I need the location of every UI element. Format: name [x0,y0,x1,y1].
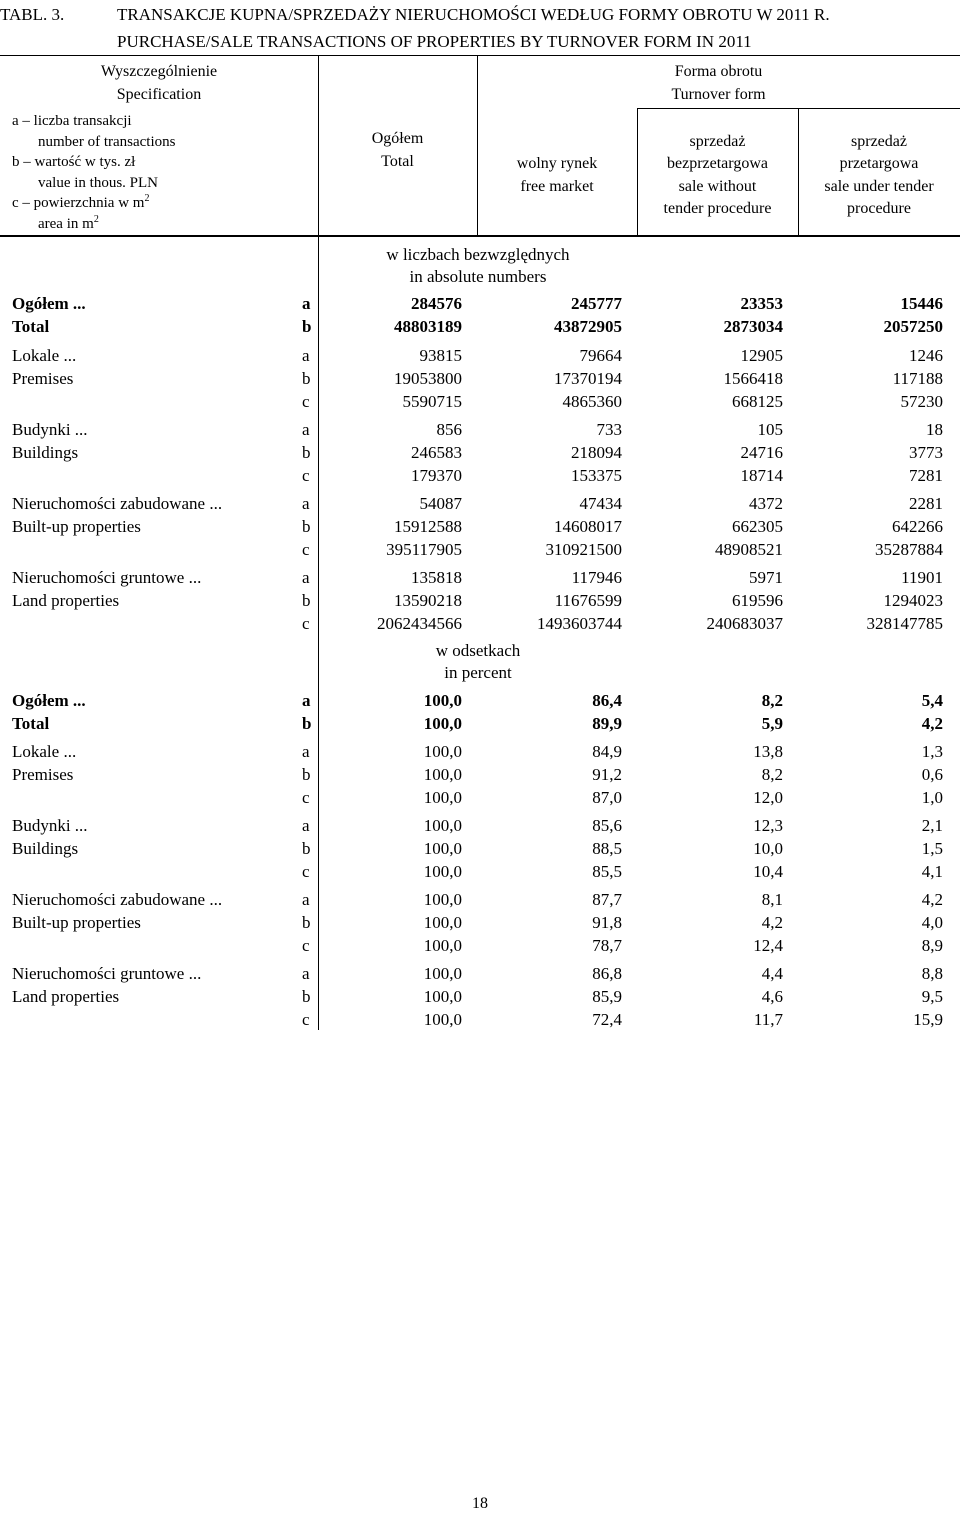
table-row [0,860,960,883]
value-tender: 9,5 [921,987,943,1006]
value-free-market: 91,2 [592,765,622,784]
value-total: 93815 [419,346,462,365]
row-code: c [302,936,310,955]
value-nontender: 18714 [740,466,783,485]
table-row [0,689,960,712]
value-total: 179370 [411,466,462,485]
value-free-market: 218094 [571,443,622,462]
row-label: Budynki ... [12,420,88,439]
value-nontender: 8,2 [761,691,783,710]
value-free-market: 47434 [579,494,622,513]
value-nontender: 10,0 [753,839,783,858]
row-label: Lokale ... [12,346,77,365]
value-total: 100,0 [423,987,462,1006]
value-nontender: 12,4 [753,936,783,955]
row-code: b [302,987,311,1006]
row-label: Land properties [12,591,120,610]
value-tender: 1294023 [883,591,943,610]
tender-heading-en-1: sale under tender [824,178,934,195]
table-row [0,786,960,809]
row-label: Nieruchomości gruntowe ... [12,964,202,983]
tender-heading-pl-2: przetargowa [839,155,919,172]
value-tender: 57230 [900,392,943,411]
table-row [0,612,960,635]
row-label: Buildings [12,443,79,462]
value-nontender: 5,9 [761,714,783,733]
value-nontender: 4,6 [761,987,783,1006]
table-row [0,814,960,837]
row-code: b [302,591,311,610]
value-total: 395117905 [386,540,462,559]
value-free-market: 89,9 [592,714,622,733]
row-label: Total [12,714,50,733]
section-percent-en: in percent [444,663,512,682]
value-total: 5590715 [402,392,462,411]
value-free-market: 78,7 [592,936,622,955]
table-row [0,763,960,786]
value-nontender: 10,4 [753,862,783,881]
tender-heading-pl-1: sprzedaż [851,133,907,150]
row-code: a [302,816,310,835]
table-row [0,344,960,367]
value-tender: 7281 [909,466,943,485]
table-row [0,911,960,934]
value-free-market: 72,4 [592,1010,622,1029]
row-code: c [302,540,310,559]
value-total: 100,0 [423,936,462,955]
value-tender: 2,1 [921,816,943,835]
value-tender: 8,9 [921,936,943,955]
value-total: 48803189 [394,317,462,336]
row-label: Total [12,317,50,336]
row-label: Premises [12,765,74,784]
value-total: 19053800 [394,369,462,388]
table-row [0,390,960,413]
section-absolute-pl: w liczbach bezwzględnych [386,245,570,264]
row-label: Built-up properties [12,517,141,536]
value-nontender: 105 [757,420,783,439]
row-label: Nieruchomości zabudowane ... [12,890,223,909]
value-tender: 35287884 [875,540,943,559]
table-row [0,962,960,985]
row-code: b [302,913,311,932]
value-nontender: 13,8 [753,742,783,761]
header-form-rule [637,108,960,109]
row-code: a [302,742,310,761]
value-total: 135818 [411,568,462,587]
value-total: 100,0 [423,742,462,761]
table-row [0,418,960,441]
row-label: Land properties [12,987,120,1006]
value-free-market: 153375 [571,466,622,485]
value-nontender: 2873034 [723,317,783,336]
value-nontender: 8,1 [761,890,783,909]
value-free-market: 84,9 [592,742,622,761]
value-total: 100,0 [423,890,462,909]
value-nontender: 11,7 [753,1010,783,1029]
value-total: 100,0 [423,765,462,784]
value-tender: 5,4 [921,691,943,710]
value-tender: 15,9 [913,1010,943,1029]
value-tender: 1,5 [921,839,943,858]
section-absolute-en: in absolute numbers [409,267,547,286]
row-code: b [302,443,311,462]
spec-legend-c-pl: c – powierzchnia w $m^2$ [12,193,150,211]
row-code: b [302,517,311,536]
value-total: 54087 [419,494,462,513]
row-label: Built-up properties [12,913,141,932]
nontender-heading-pl-2: bezprzetargowa [667,155,768,172]
nontender-heading-en-1: sale without [678,178,757,195]
row-code: a [302,964,310,983]
value-total: 284576 [411,294,462,313]
table-title-en: PURCHASE/SALE TRANSACTIONS OF PROPERTIES BY TURNOVER FORM IN 2011 [117,32,752,51]
value-nontender: 4,4 [761,964,783,983]
value-tender: 4,2 [921,714,943,733]
table-row [0,441,960,464]
value-free-market: 85,9 [592,987,622,1006]
value-tender: 4,0 [921,913,943,932]
turnover-form-heading-pl: Forma obrotu [674,63,763,80]
table-row [0,589,960,612]
row-code: c [302,1010,310,1029]
table-row [0,934,960,957]
value-tender: 642266 [892,517,943,536]
table-row [0,292,960,315]
value-tender: 18 [926,420,943,439]
page-number: 18 [472,1495,488,1512]
free-market-heading-pl: wolny rynek [516,155,598,172]
row-code: b [302,839,311,858]
value-free-market: 14608017 [554,517,622,536]
value-nontender: 668125 [732,392,783,411]
row-code: c [302,466,310,485]
table-row [0,566,960,589]
value-total: 13590218 [394,591,462,610]
table-row [0,712,960,735]
table-row [0,492,960,515]
row-code: a [302,346,310,365]
value-tender: 8,8 [921,964,943,983]
row-code: c [302,614,310,633]
value-tender: 328147785 [866,614,943,633]
value-tender: 1246 [909,346,943,365]
value-free-market: 88,5 [592,839,622,858]
table-row [0,538,960,561]
row-code: c [302,862,310,881]
value-nontender: 12,3 [753,816,783,835]
turnover-form-heading-en: Turnover form [671,86,766,103]
spec-legend-a-pl: a – liczba transakcji [12,113,132,129]
value-tender: 15446 [900,294,943,313]
spec-legend-c-en: area in $m^2$ [38,214,99,232]
value-total: 100,0 [423,862,462,881]
table-title-pl: TRANSAKCJE KUPNA/SPRZEDAŻY NIERUCHOMOŚCI WEDŁUG FORMY OBROTU W 2011 R. [117,5,830,24]
value-total: 15912588 [394,517,462,536]
value-nontender: 12905 [740,346,783,365]
value-free-market: 86,8 [592,964,622,983]
tender-heading-en-2: procedure [847,200,911,217]
row-code: b [302,765,311,784]
value-nontender: 12,0 [753,788,783,807]
row-label: Ogółem ... [12,294,86,313]
value-tender: 117188 [892,369,943,388]
value-total: 100,0 [423,714,462,733]
row-label: Buildings [12,839,79,858]
value-nontender: 619596 [732,591,783,610]
value-tender: 4,2 [921,890,943,909]
value-total: 100,0 [423,964,462,983]
value-free-market: 11676599 [554,591,622,610]
row-code: b [302,369,311,388]
value-nontender: 1566418 [723,369,783,388]
row-label: Nieruchomości gruntowe ... [12,568,202,587]
value-free-market: 1493603744 [537,614,622,633]
free-market-heading-en: free market [520,178,594,195]
value-total: 100,0 [423,1010,462,1029]
total-heading-en: Total [381,153,414,170]
table-row [0,464,960,487]
table-row [0,740,960,763]
row-code: a [302,691,311,710]
value-tender: 2281 [909,494,943,513]
value-total: 100,0 [423,691,462,710]
value-tender: 11901 [901,568,943,587]
value-total: 100,0 [423,788,462,807]
value-tender: 4,1 [921,862,943,881]
row-code: a [302,494,310,513]
row-label: Ogółem ... [12,691,86,710]
value-tender: 3773 [909,443,943,462]
value-nontender: 24716 [740,443,783,462]
spec-legend-a-en: number of transactions [38,134,176,150]
value-tender: 2057250 [883,317,943,336]
value-nontender: 240683037 [706,614,783,633]
row-code: b [302,317,312,336]
value-total: 100,0 [423,816,462,835]
row-code: c [302,788,310,807]
row-label: Budynki ... [12,816,88,835]
value-total: 2062434566 [377,614,462,633]
row-code: a [302,890,310,909]
row-code: b [302,714,312,733]
value-free-market: 85,6 [592,816,622,835]
value-tender: 0,6 [921,765,943,784]
value-nontender: 4372 [749,494,783,513]
value-total: 100,0 [423,839,462,858]
value-free-market: 117946 [571,568,622,587]
header-bottom-rule [0,235,960,237]
value-free-market: 43872905 [554,317,622,336]
nontender-heading-pl-1: sprzedaż [689,133,746,150]
spec-legend-b-en: value in thous. PLN [38,175,158,191]
table-row [0,1008,960,1031]
table-number: TABL. 3. [0,5,65,24]
table-row [0,985,960,1008]
row-label: Lokale ... [12,742,77,761]
table-row [0,367,960,390]
value-nontender: 5971 [749,568,783,587]
total-heading-pl: Ogółem [371,130,424,147]
row-code: a [302,568,310,587]
spec-heading-en: Specification [116,86,202,103]
row-code: a [302,420,310,439]
value-total: 100,0 [423,913,462,932]
table-row [0,888,960,911]
table-row [0,315,960,338]
value-tender: 1,3 [921,742,943,761]
value-free-market: 245777 [571,294,622,313]
section-percent-pl: w odsetkach [435,641,521,660]
value-free-market: 17370194 [554,369,622,388]
value-nontender: 4,2 [761,913,783,932]
value-free-market: 4865360 [562,392,622,411]
table-row [0,837,960,860]
row-code: a [302,294,311,313]
value-nontender: 8,2 [761,765,783,784]
value-nontender: 48908521 [715,540,783,559]
value-free-market: 87,7 [592,890,622,909]
nontender-heading-en-2: tender procedure [663,200,772,217]
header-top-rule [0,55,960,56]
value-free-market: 79664 [579,346,622,365]
spec-heading-pl: Wyszczególnienie [100,63,218,80]
value-free-market: 91,8 [592,913,622,932]
value-tender: 1,0 [921,788,943,807]
value-free-market: 733 [596,420,622,439]
value-nontender: 23353 [740,294,783,313]
value-free-market: 87,0 [592,788,622,807]
value-total: 246583 [411,443,462,462]
table-row [0,515,960,538]
row-label: Nieruchomości zabudowane ... [12,494,223,513]
value-free-market: 85,5 [592,862,622,881]
value-free-market: 310921500 [545,540,622,559]
row-code: c [302,392,310,411]
row-label: Premises [12,369,74,388]
value-total: 856 [436,420,462,439]
value-free-market: 86,4 [592,691,622,710]
spec-legend-b-pl: b – wartość w tys. zł [12,154,136,170]
value-nontender: 662305 [732,517,783,536]
